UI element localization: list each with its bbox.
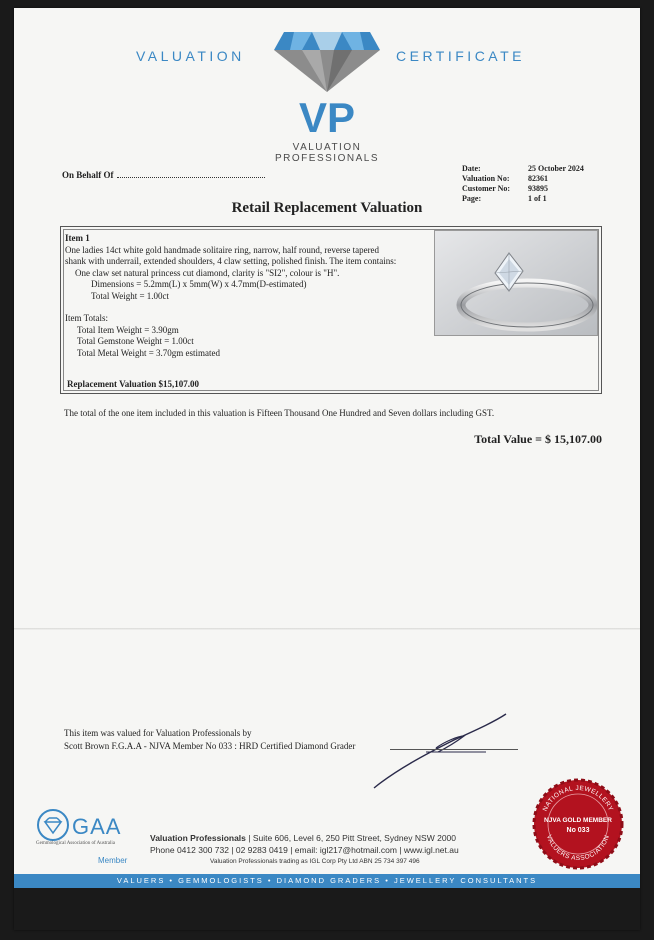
gaa-emblem-icon	[36, 808, 70, 842]
logo-text-line2: PROFESSIONALS	[275, 153, 379, 164]
stone-weight: Total Weight = 1.00ct	[91, 290, 170, 301]
valuer-credentials: Scott Brown F.G.A.A - NJVA Member No 033 : HRD Certified Diamond Grader	[64, 741, 356, 751]
document-title: Retail Replacement Valuation	[231, 200, 423, 216]
total-value: Total Value = $ 15,107.00	[474, 432, 602, 446]
item-description	[65, 233, 437, 359]
logo-text-line1: VALUATION	[292, 142, 362, 153]
meta-row	[462, 164, 584, 174]
paper-fold	[14, 628, 640, 630]
seal-member-text: NJVA GOLD MEMBER	[544, 817, 612, 824]
seal-number-text: No 033	[566, 827, 590, 834]
item-totals-heading: Item Totals:	[65, 313, 108, 323]
njva-seal-icon	[530, 776, 626, 872]
meta-row	[462, 174, 584, 184]
meta-value: 1 of 1	[528, 194, 547, 203]
on-behalf-of	[62, 170, 265, 180]
logo-monogram: VP	[298, 94, 356, 141]
total-item-weight: Total Item Weight = 3.90gm	[77, 324, 179, 335]
seal-top-text: NATIONAL JEWELLERY	[541, 784, 615, 813]
contact-details	[150, 832, 530, 868]
signature-icon	[366, 708, 516, 798]
stone-description: One claw set natural princess cut diamond, clarity is "SI2", colour is "H".	[75, 267, 340, 278]
signature-line	[390, 749, 518, 750]
total-gemstone-weight: Total Gemstone Weight = 1.00ct	[77, 336, 194, 346]
contact-trading-as: Valuation Professionals trading as IGL Corp Pty Ltd ABN 25 734 397 496	[210, 858, 420, 865]
item-heading: Item 1	[65, 233, 90, 243]
contact-address	[150, 832, 530, 844]
seal-bottom-text: VALUERS ASSOCIATION	[544, 834, 612, 863]
valuation-meta	[462, 164, 584, 204]
meta-label: Page:	[462, 194, 482, 203]
meta-label: Valuation No:	[462, 174, 510, 183]
ring-photo	[434, 230, 598, 336]
header-valuation: VALUATION	[136, 48, 245, 64]
meta-value: 93895	[528, 184, 548, 193]
footer-band: VALUERS • GEMMOLOGISTS • DIAMOND GRADERS • JEWELLERY CONSULTANTS	[14, 874, 640, 888]
item-description-line: One ladies 14ct white gold handmade solitaire ring, narrow, half round, reverse tapered	[65, 244, 380, 255]
meta-value: 25 October 2024	[528, 164, 584, 173]
on-behalf-label: On Behalf Of	[62, 170, 114, 180]
footer-dark-strip	[14, 888, 640, 930]
company-name: Valuation Professionals	[150, 833, 246, 843]
meta-value: 82361	[528, 174, 548, 183]
meta-label: Date:	[462, 164, 481, 173]
diamond-logo-icon	[272, 30, 382, 94]
gaa-logo-text: GAA	[72, 814, 122, 839]
meta-row	[462, 184, 584, 194]
on-behalf-blank	[117, 170, 265, 178]
item-description-line: shank with underrail, extended shoulders, 4 claw setting, polished finish. The item contains:	[65, 256, 397, 266]
ring-image-icon	[435, 231, 598, 336]
gaa-full-name: Gemmological Association of Australia	[36, 841, 116, 846]
contact-phone-email: Phone 0412 300 732 | 02 9283 0419 | email: igl217@hotmail.com | www.igl.net.au	[150, 845, 459, 855]
replacement-valuation: Replacement Valuation $15,107.00	[67, 379, 200, 389]
header-certificate: CERTIFICATE	[396, 48, 525, 64]
valuation-summary: The total of the one item included in this valuation is Fifteen Thousand One Hundred and Seven dollars including GST.	[64, 408, 495, 418]
valued-by-line: This item was valued for Valuation Professionals by	[64, 728, 252, 738]
gaa-member-label: Member	[98, 856, 128, 865]
spacer	[65, 302, 437, 313]
certificate-page	[14, 8, 640, 930]
address: | Suite 606, Level 6, 250 Pitt Street, Sydney NSW 2000	[245, 833, 456, 843]
total-metal-weight: Total Metal Weight = 3.70gm estimated	[77, 347, 221, 358]
meta-label: Customer No:	[462, 184, 511, 193]
stone-dimensions: Dimensions = 5.2mm(L) x 5mm(W) x 4.7mm(D-estimated)	[91, 279, 307, 289]
